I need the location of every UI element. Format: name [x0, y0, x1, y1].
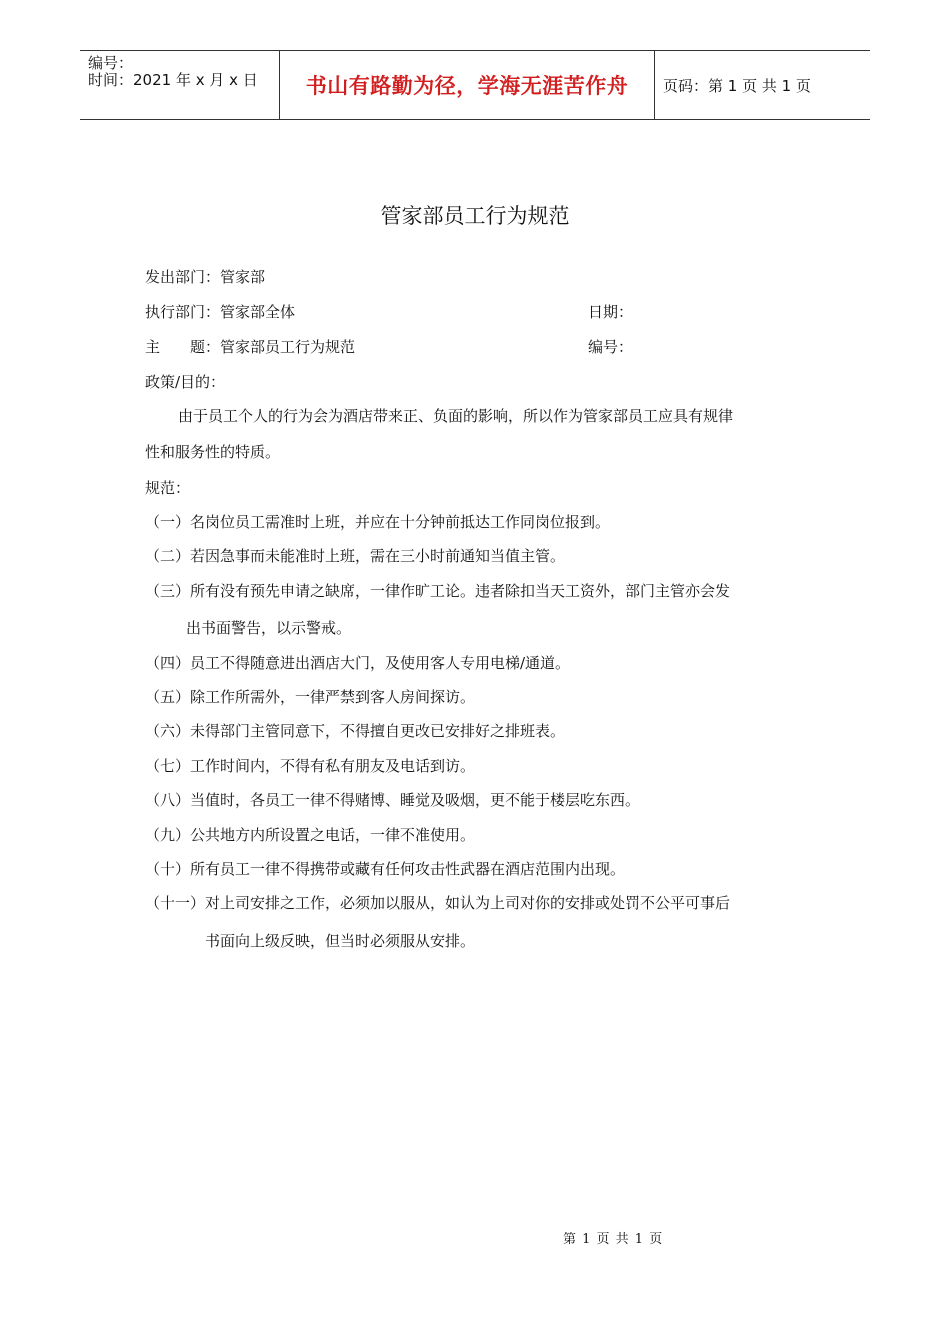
rule-item: （二）若因急事而未能准时上班，需在三小时前通知当值主管。 — [145, 547, 566, 565]
policy-heading: 政策/目的： — [145, 373, 226, 391]
rule-item: （四）员工不得随意进出酒店大门，及使用客人专用电梯/通道。 — [145, 654, 571, 672]
page-footer: 第 1 页 共 1 页 — [563, 1232, 664, 1247]
header-page-info: 页码：第 1 页 共 1 页 — [663, 76, 811, 95]
rule-item: （五）除工作所需外，一律严禁到客人房间探访。 — [145, 688, 476, 706]
document-title: 管家部员工行为规范 — [380, 204, 570, 228]
subject-line: 主 题：管家部员工行为规范 — [145, 338, 356, 356]
policy-text-line-2: 性和服务性的特质。 — [145, 443, 281, 461]
header-meta — [80, 51, 280, 119]
rule-item: （一）名岗位员工需准时上班，并应在十分钟前抵达工作同岗位报到。 — [145, 513, 611, 531]
page-header — [80, 50, 870, 120]
rule-item: （六）未得部门主管同意下，不得擅自更改已安排好之排班表。 — [145, 722, 566, 740]
header-number-label: 编号： — [88, 54, 134, 72]
rule-item-continuation: 书面向上级反映，但当时必须服从安排。 — [205, 932, 476, 950]
rules-heading: 规范： — [145, 479, 191, 497]
date-label: 日期： — [588, 303, 634, 321]
rule-item: （八）当值时，各员工一律不得赌博、睡觉及吸烟，更不能于楼层吃东西。 — [145, 791, 641, 809]
header-time-label: 时间：2021 年 x 月 x 日 — [88, 71, 258, 89]
rule-item: （三）所有没有预先申请之缺席，一律作旷工论。违者除扣当天工资外，部门主管亦会发 — [145, 582, 731, 600]
rule-item: （十）所有员工一律不得携带或藏有任何攻击性武器在酒店范围内出现。 — [145, 860, 626, 878]
rule-item: （九）公共地方内所设置之电话，一律不准使用。 — [145, 826, 476, 844]
executor-line: 执行部门：管家部全体 — [145, 303, 296, 321]
rule-item-continuation: 出书面警告，以示警戒。 — [186, 619, 352, 637]
policy-text-line-1: 由于员工个人的行为会为酒店带来正、负面的影响，所以作为管家部员工应具有规律 — [178, 407, 734, 425]
rule-item: （十一）对上司安排之工作，必须加以服从，如认为上司对你的安排或处罚不公平可事后 — [145, 894, 731, 912]
rule-item: （七）工作时间内，不得有私有朋友及电话到访。 — [145, 757, 476, 775]
issuer-line: 发出部门：管家部 — [145, 268, 266, 286]
number-label: 编号： — [588, 338, 634, 356]
header-motto: 书山有路勤为径，学海无涯苦作舟 — [280, 51, 655, 119]
